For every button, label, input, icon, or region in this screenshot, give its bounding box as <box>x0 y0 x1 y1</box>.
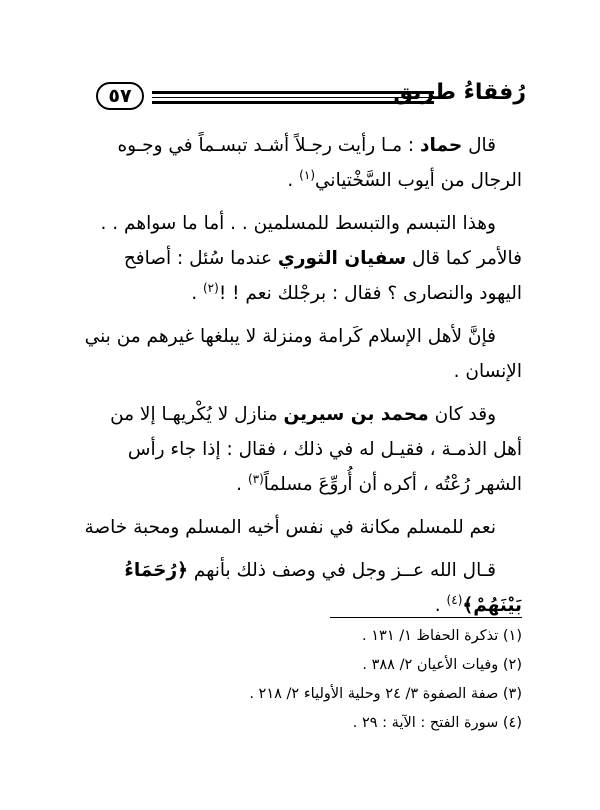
person-name: حماد <box>420 135 463 156</box>
text-run: منازل لا يُكْريهـا إلا من أهل الذمـة ، فقيـل له في ذلك ، فقال : إذا جاء رأس الشهر رُعْتُه ، أكره أن أُروِّعَ مسلماً <box>110 404 522 495</box>
paragraph-6 <box>82 510 522 545</box>
paragraph-4 <box>82 319 522 389</box>
main-text <box>82 128 522 631</box>
text-run: . <box>236 474 248 495</box>
header-rule-middle <box>152 97 434 98</box>
paragraph-2 <box>82 206 522 241</box>
text-run: فإنَّ لأهل الإسلام كَرامة ومنزلة لا يبلغها غيرهم من بني الإنسان . <box>84 326 522 382</box>
text-run: وقد كان <box>428 404 496 425</box>
footnote-separator <box>330 617 522 618</box>
paragraph-5 <box>82 397 522 502</box>
text-run: وهذا التبسم والتبسط للمسلمين . . أما ما سواهم . . <box>100 213 496 234</box>
footnote-3: (٣) صفة الصفوة ٣/ ٢٤ وحلية الأولياء ٢/ ٢١٨ . <box>249 686 522 702</box>
text-run: قال <box>462 135 496 156</box>
person-name: محمد بن سيرين <box>283 404 429 425</box>
page-header <box>96 80 526 120</box>
footnote-4: (٤) سورة الفتح : الآية : ٢٩ . <box>352 715 522 731</box>
quran-quote: ﴿رُحَمَاءُ بَيْنَهُمْ﴾ <box>124 560 522 616</box>
book-title: رُفقاءُ طريق <box>393 80 526 105</box>
text-run: : مـا رأيت رجـلاً أشـد تبسـماً في وجـوه الرجال من أيوب السَّخْتياني <box>117 135 522 191</box>
text-run: . <box>287 170 300 191</box>
header-rule-top <box>152 91 434 94</box>
page-number-badge: ٥٧ <box>96 82 144 110</box>
footnote-2: (٢) وفيات الأعيان ٢/ ٣٨٨ . <box>362 657 522 673</box>
person-name: سفيان الثوري <box>277 248 407 269</box>
text-run: فالأمر كما قال <box>406 248 522 269</box>
footnote-ref: (٢) <box>202 280 219 295</box>
paragraph-3 <box>82 241 522 311</box>
paragraph-1 <box>82 128 522 198</box>
text-run: . <box>434 595 447 616</box>
header-rule-bottom <box>152 101 434 104</box>
text-run: . <box>191 283 203 304</box>
footnote-ref: (٣) <box>247 471 264 486</box>
footnotes <box>82 622 522 738</box>
paragraph-7 <box>82 553 522 623</box>
text-run: عندما سُئل : أصافح اليهود والنصارى ؟ فقال : برجْلك نعم ! ! <box>123 248 522 304</box>
text-run: نعم للمسلم مكانة في نفس أخيه المسلم ومحبة خاصة <box>84 517 496 538</box>
footnote-ref: (١) <box>299 167 315 182</box>
footnote-1: (١) تذكرة الحفاظ ١/ ١٣١ . <box>362 628 522 644</box>
footnote-ref: (٤) <box>446 592 463 607</box>
text-run: قـال الله عــز وجل في وصف ذلك بأنهم <box>188 560 496 581</box>
